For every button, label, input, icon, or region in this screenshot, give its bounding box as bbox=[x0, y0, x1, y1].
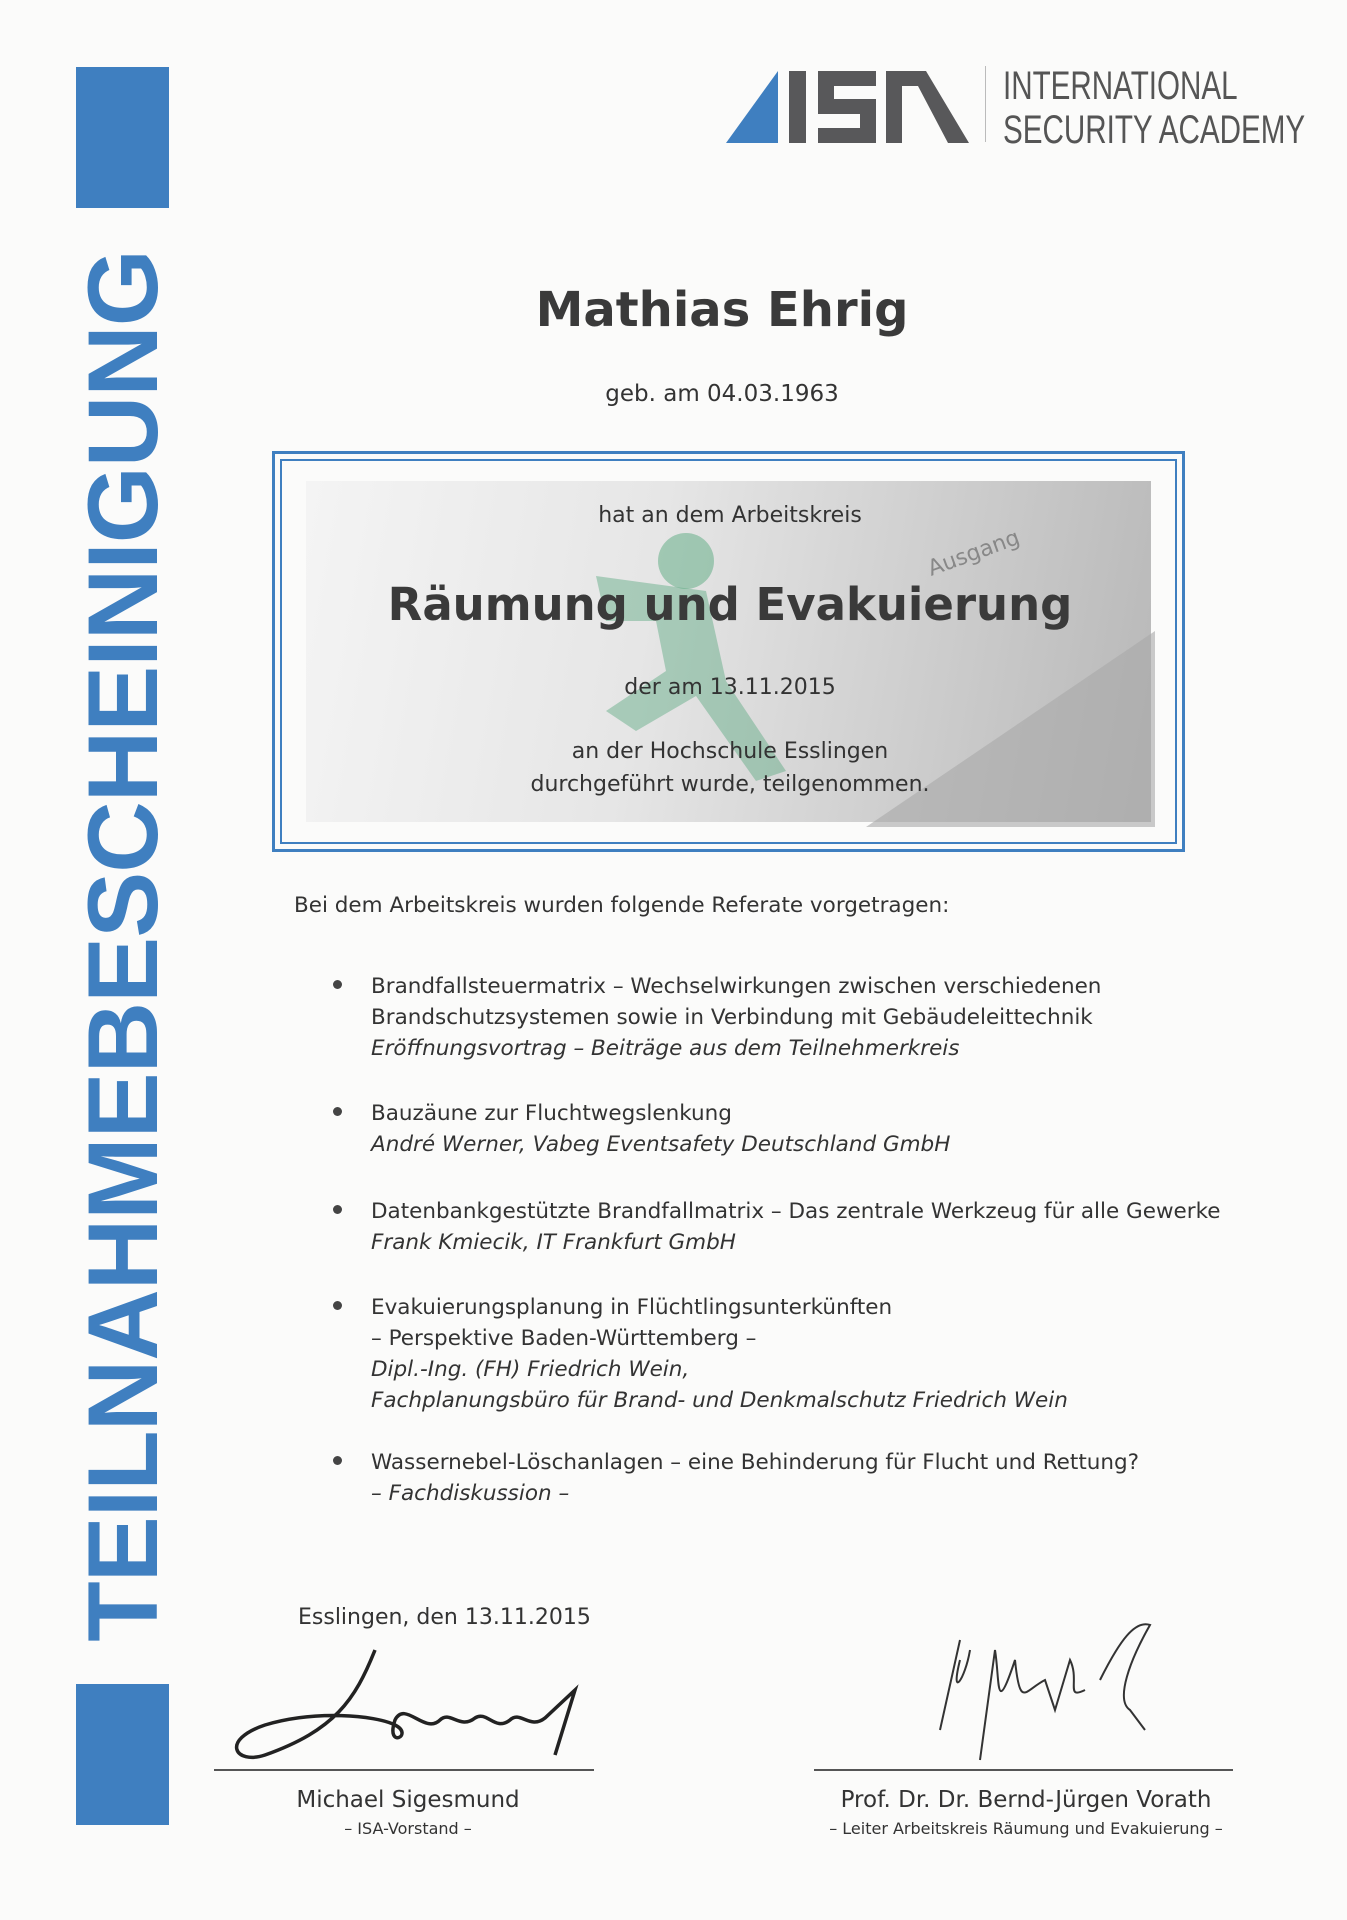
signer-role-left: – ISA-Vorstand – bbox=[344, 1819, 472, 1838]
banner-bar-bottom bbox=[76, 1684, 169, 1825]
signature-left bbox=[225, 1640, 595, 1770]
signer-role-right: – Leiter Arbeitskreis Räumung und Evakuierung – bbox=[829, 1819, 1223, 1838]
birth-date: geb. am 04.03.1963 bbox=[605, 381, 839, 407]
signature-right bbox=[920, 1620, 1200, 1770]
bullet-icon bbox=[333, 1456, 342, 1465]
signature-line-right bbox=[814, 1769, 1233, 1771]
isa-logo-mark bbox=[726, 71, 971, 145]
workshop-title: Räumung und Evakuierung bbox=[387, 578, 1073, 631]
talk-title: Evakuierungsplanung in Flüchtlingsunterkünften bbox=[371, 1295, 893, 1320]
talk-title: – Perspektive Baden-Württemberg – bbox=[371, 1326, 757, 1351]
logo-line1: INTERNATIONAL bbox=[1003, 64, 1238, 108]
talk-title: Bauzäune zur Fluchtwegslenkung bbox=[371, 1101, 732, 1126]
place-date: Esslingen, den 13.11.2015 bbox=[298, 1605, 591, 1630]
talk-item bbox=[333, 1447, 1139, 1509]
bullet-icon bbox=[333, 1205, 342, 1214]
box-line1: hat an dem Arbeitskreis bbox=[598, 503, 862, 528]
bullet-icon bbox=[333, 1107, 342, 1116]
talk-title: Brandschutzsystemen sowie in Verbindung mit Gebäudeleittechnik bbox=[371, 1005, 1093, 1030]
logo-divider bbox=[985, 66, 986, 142]
talk-speaker: André Werner, Vabeg Eventsafety Deutschland GmbH bbox=[371, 1132, 951, 1157]
talk-title: Wassernebel-Löschanlagen – eine Behinderung für Flucht und Rettung? bbox=[371, 1450, 1140, 1475]
talk-item bbox=[333, 971, 1101, 1064]
event-place-1: an der Hochschule Esslingen bbox=[571, 739, 889, 764]
event-date: der am 13.11.2015 bbox=[624, 675, 836, 700]
exit-sign-photo bbox=[306, 481, 1151, 822]
bullet-icon bbox=[333, 980, 342, 989]
participant-name: Mathias Ehrig bbox=[535, 282, 909, 338]
side-title: TEILNAHMEBESCHEINIGUNG bbox=[67, 250, 178, 1642]
isa-logo bbox=[726, 71, 971, 149]
logo-line2: SECURITY ACADEMY bbox=[1003, 108, 1306, 152]
signer-name-right: Prof. Dr. Dr. Bernd-Jürgen Vorath bbox=[840, 1787, 1212, 1813]
talk-speaker: Fachplanungsbüro für Brand- und Denkmalschutz Friedrich Wein bbox=[371, 1388, 1068, 1413]
talk-speaker: – Fachdiskussion – bbox=[371, 1481, 570, 1506]
banner-bar-top bbox=[76, 67, 169, 208]
signer-name-left: Michael Sigesmund bbox=[296, 1787, 520, 1813]
talk-speaker: Frank Kmiecik, IT Frankfurt GmbH bbox=[371, 1230, 736, 1255]
talk-title: Brandfallsteuermatrix – Wechselwirkungen zwischen verschiedenen bbox=[371, 974, 1102, 999]
talk-item bbox=[333, 1292, 1068, 1416]
bullet-icon bbox=[333, 1301, 342, 1310]
talk-speaker: Eröffnungsvortrag – Beiträge aus dem Teilnehmerkreis bbox=[371, 1036, 960, 1061]
exit-sign-text: Ausgang bbox=[924, 525, 1024, 582]
signature-line-left bbox=[214, 1769, 594, 1771]
event-place-2: durchgeführt wurde, teilgenommen. bbox=[530, 772, 930, 797]
talk-speaker: Dipl.-Ing. (FH) Friedrich Wein, bbox=[371, 1357, 690, 1382]
talks-intro: Bei dem Arbeitskreis wurden folgende Referate vorgetragen: bbox=[294, 893, 950, 918]
talk-item bbox=[333, 1098, 950, 1160]
side-title-banner bbox=[67, 67, 178, 1825]
talk-title: Datenbankgestützte Brandfallmatrix – Das zentrale Werkzeug für alle Gewerke bbox=[371, 1199, 1221, 1224]
talk-item bbox=[333, 1196, 1221, 1258]
